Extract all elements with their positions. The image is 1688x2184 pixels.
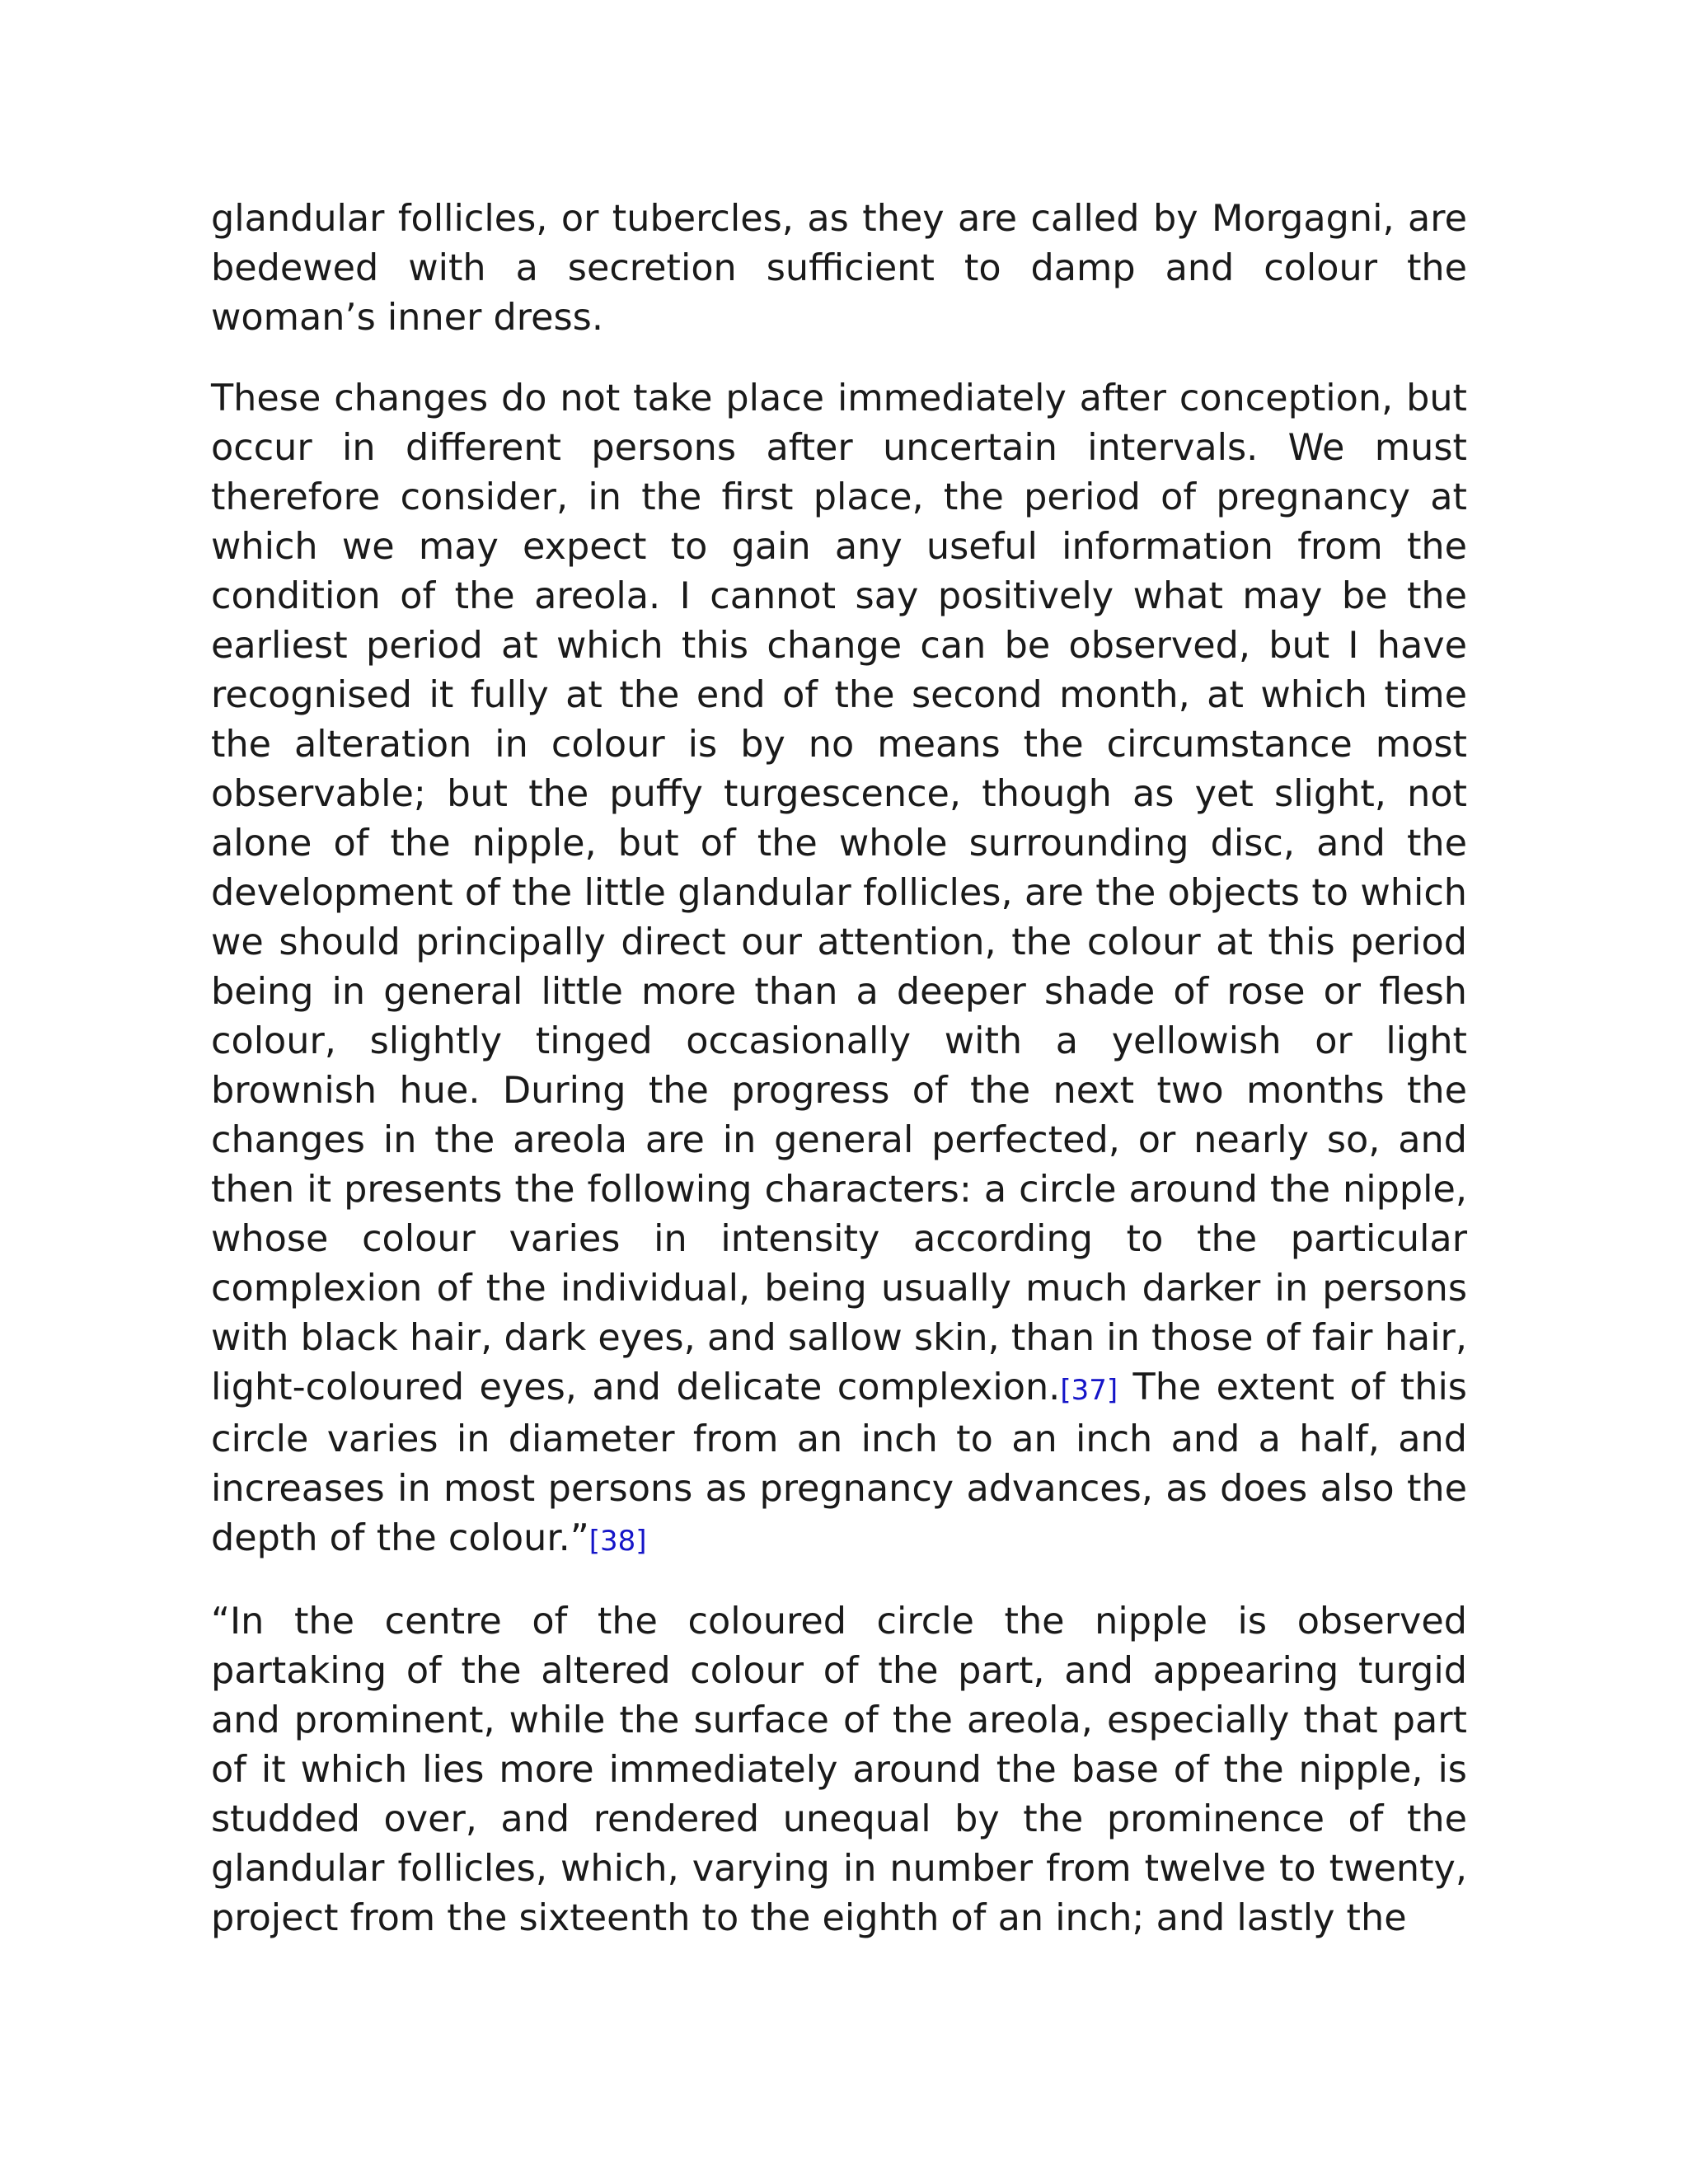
page-body	[211, 194, 1467, 1975]
paragraph-1: glandular follicles, or tubercles, as they are called by Morgagni, are bedewed with a secretion sufficient to damp and colour the woman’s inner dress.	[211, 198, 1467, 339]
paragraph-2-text-a: These changes do not take place immediately after conception, but occur in different persons after uncertain intervals. We must therefore consider, in the first place, the period of pregnancy at which we may expect to gain any useful information from the condition of the areola. I cannot say positively what may be the earliest period at which this change can be observed, but I have recognised it fully at the end of the second month, at which time the alteration in colour is by no means the circumstance most observable; but the puffy turgescence, though as yet slight, not alone of the nipple, but of the whole surrounding disc, and the development of the little glandular follicles, are the objects to which we should principally direct our attention, the colour at this period being in general little more than a deeper shade of rose or flesh colour, slightly tinged occasionally with a yellowish or light brownish hue. During the progress of the next two months the changes in the areola are in general perfected, or nearly so, and then it presents the following characters: a circle around the nipple, whose colour varies in intensity according to the particular complexion of the individual, being usually much darker in persons with black hair, dark eyes, and sallow skin, than in those of fair hair, light-coloured eyes, and delicate complexion.	[211, 377, 1467, 1408]
paragraph-3: “In the centre of the coloured circle the nipple is observed partaking of the altered colour of the part, and appearing turgid and prominent, while the surface of the areola, especially that part of it which lies more immediately around the base of the nipple, is studded over, and rendered unequal by the prominence of the glandular follicles, which, varying in number from twelve to twenty, project from the sixteenth to the eighth of an inch; and lastly the	[211, 1601, 1467, 1939]
footnote-link-37[interactable]: [37]	[1060, 1374, 1118, 1407]
paragraph-2-text-b: The extent of this circle varies in diameter from an inch to an inch and a half, and increases in most persons as pregnancy advances, as does also the depth of the colour.”	[211, 1366, 1467, 1559]
paragraph-2	[211, 374, 1467, 1566]
footnote-link-38[interactable]: [38]	[588, 1525, 647, 1558]
